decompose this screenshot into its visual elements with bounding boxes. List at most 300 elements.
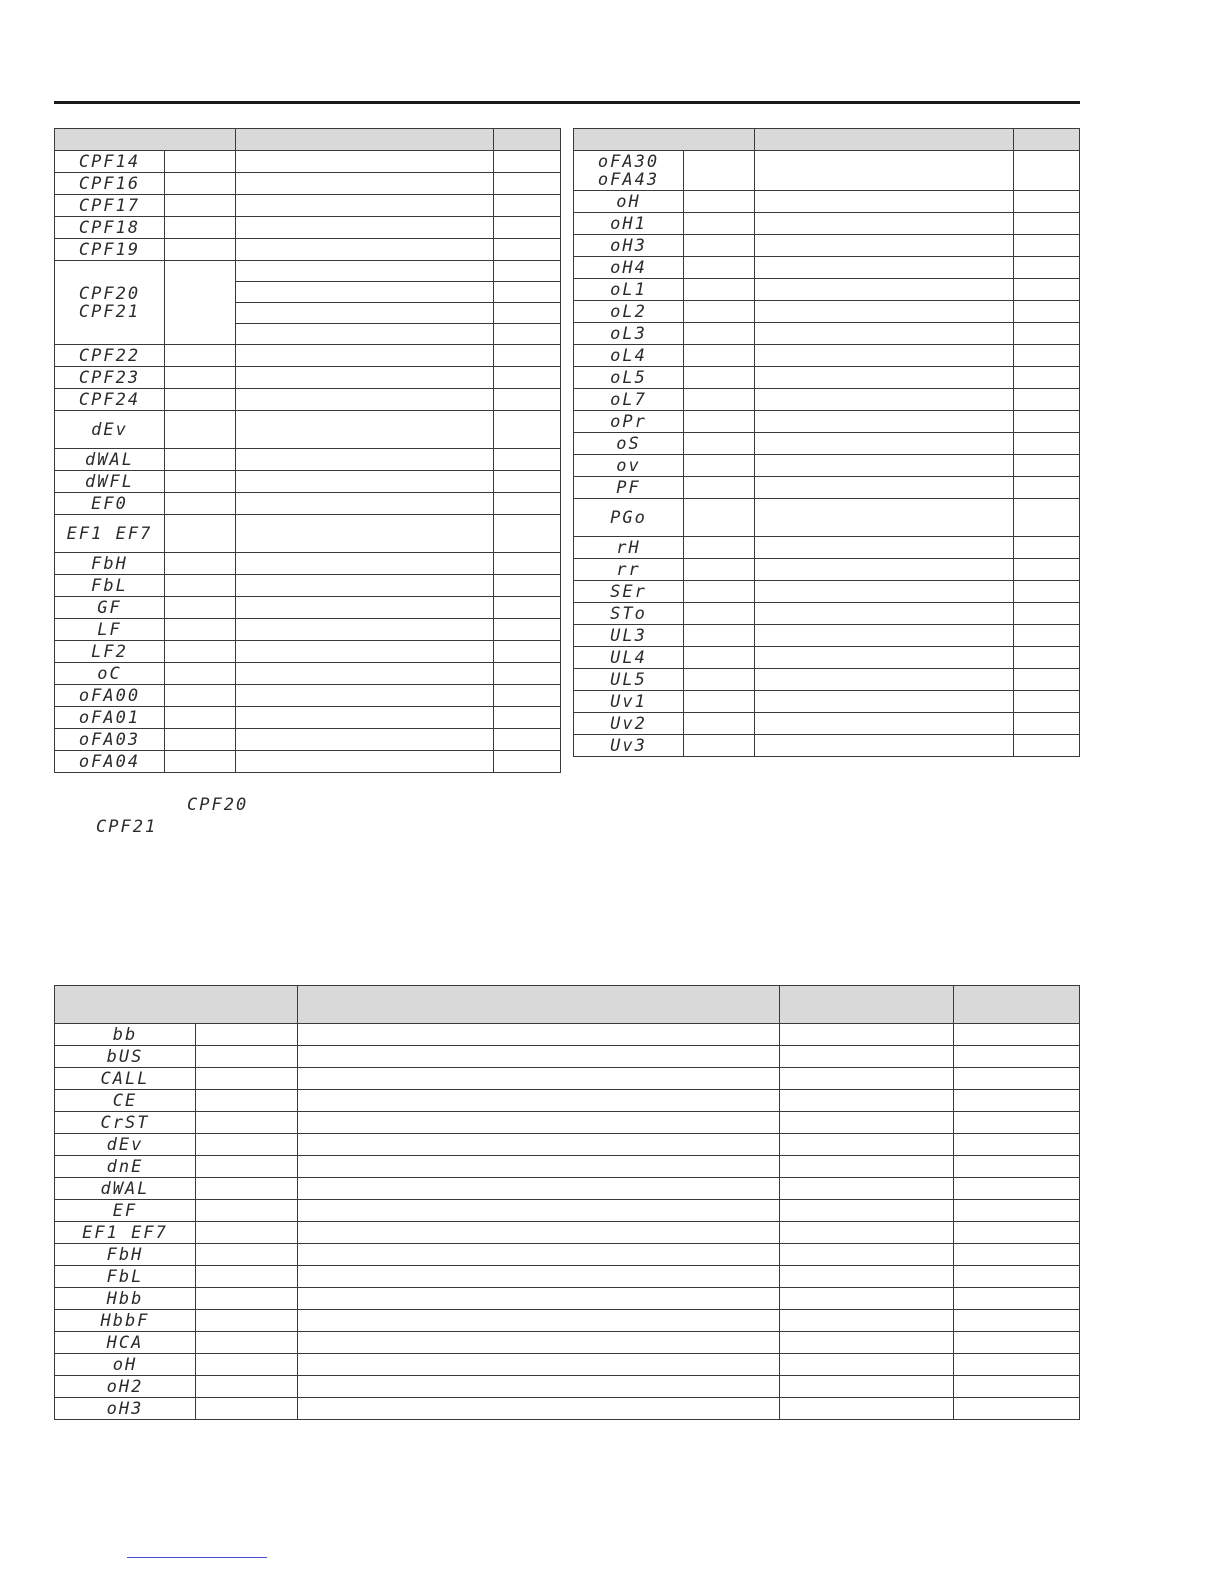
name-cell <box>684 257 755 279</box>
page-cell <box>494 597 561 619</box>
code-cell <box>574 735 684 757</box>
page-cell <box>1014 647 1080 669</box>
display-code: Uv3 <box>610 735 647 756</box>
header-cell <box>1014 129 1080 151</box>
display-code: oFA30 <box>597 151 660 172</box>
display-code: oL7 <box>610 389 647 410</box>
display-code: oFA00 <box>78 685 141 706</box>
display-code: oL2 <box>610 301 647 322</box>
name-cell <box>165 173 236 195</box>
code-cell <box>55 493 165 515</box>
description-cell <box>755 411 1014 433</box>
header-cell <box>494 129 561 151</box>
code-cell <box>574 559 684 581</box>
page-cell <box>1014 559 1080 581</box>
description-cell <box>236 367 494 389</box>
name-cell <box>684 647 755 669</box>
right-fault-table <box>573 128 1080 757</box>
description-cell <box>236 493 494 515</box>
code-cell <box>574 235 684 257</box>
name-cell <box>165 641 236 663</box>
name-cell <box>196 1090 298 1112</box>
description-cell <box>755 537 1014 559</box>
name-cell <box>196 1156 298 1178</box>
name-cell <box>165 493 236 515</box>
page-cell <box>494 707 561 729</box>
table-row <box>574 537 1080 559</box>
header-cell <box>298 986 780 1024</box>
page-cell <box>954 1222 1080 1244</box>
page-cell <box>1014 713 1080 735</box>
page-cell <box>954 1376 1080 1398</box>
table-row <box>55 1266 1080 1288</box>
description-cell <box>236 575 494 597</box>
description-cell <box>755 301 1014 323</box>
code-cell <box>574 477 684 499</box>
display-code: CPF16 <box>78 173 141 194</box>
table-row <box>55 553 561 575</box>
description-cell <box>298 1024 780 1046</box>
display-code: ov <box>616 455 641 476</box>
code-cell <box>55 1024 196 1046</box>
description-cell <box>236 707 494 729</box>
page-cell <box>954 1068 1080 1090</box>
code-cell <box>574 691 684 713</box>
code-cell <box>55 575 165 597</box>
table-row <box>55 1398 1080 1420</box>
page-cell <box>1014 213 1080 235</box>
output-cell <box>780 1068 954 1090</box>
code-cell <box>55 239 165 261</box>
name-cell <box>684 537 755 559</box>
description-cell <box>236 217 494 239</box>
name-cell <box>165 597 236 619</box>
name-cell <box>196 1068 298 1090</box>
table-row <box>55 1024 1080 1046</box>
code-cell <box>55 173 165 195</box>
page-cell <box>954 1310 1080 1332</box>
name-cell <box>165 261 236 345</box>
display-code: CrST <box>100 1112 150 1133</box>
code-cell <box>55 751 165 773</box>
display-code: FbH <box>106 1244 144 1265</box>
display-code: oL4 <box>610 345 647 366</box>
display-code: oL1 <box>610 279 647 300</box>
table-row <box>55 685 561 707</box>
table-row <box>55 1156 1080 1178</box>
table-row <box>55 173 561 195</box>
description-cell <box>298 1244 780 1266</box>
output-cell <box>780 1046 954 1068</box>
description-cell <box>236 411 494 449</box>
description-cell <box>755 477 1014 499</box>
display-code: CALL <box>100 1068 150 1089</box>
table-row <box>574 559 1080 581</box>
table-row <box>574 581 1080 603</box>
code-cell <box>574 411 684 433</box>
code-cell <box>55 449 165 471</box>
page-cell <box>494 553 561 575</box>
code-cell <box>574 603 684 625</box>
name-cell <box>165 471 236 493</box>
code-cell <box>55 707 165 729</box>
display-code: Uv1 <box>610 691 647 712</box>
table-row <box>574 625 1080 647</box>
page-cell <box>954 1156 1080 1178</box>
description-cell <box>298 1046 780 1068</box>
name-cell <box>165 411 236 449</box>
page-cell <box>954 1178 1080 1200</box>
description-cell <box>298 1156 780 1178</box>
code-cell <box>55 411 165 449</box>
footnote-code-a: CPF20 <box>187 795 249 815</box>
code-cell <box>55 471 165 493</box>
table-row <box>55 1354 1080 1376</box>
code-cell <box>55 151 165 173</box>
table-row <box>55 1332 1080 1354</box>
description-cell <box>298 1266 780 1288</box>
name-cell <box>165 619 236 641</box>
code-cell <box>55 663 165 685</box>
table-row <box>55 597 561 619</box>
page-cell <box>954 1288 1080 1310</box>
description-cell <box>298 1398 780 1420</box>
display-code: UL4 <box>610 647 647 668</box>
output-cell <box>780 1156 954 1178</box>
page-cell <box>954 1024 1080 1046</box>
page-cell <box>494 471 561 493</box>
table-row <box>574 213 1080 235</box>
table-row <box>574 323 1080 345</box>
name-cell <box>165 729 236 751</box>
output-cell <box>780 1024 954 1046</box>
name-cell <box>196 1288 298 1310</box>
description-cell <box>236 751 494 773</box>
name-cell <box>684 455 755 477</box>
output-cell <box>780 1288 954 1310</box>
table-row <box>574 669 1080 691</box>
name-cell <box>684 581 755 603</box>
display-code: rr <box>616 559 641 580</box>
code-cell <box>55 619 165 641</box>
display-code: oPr <box>610 411 647 432</box>
description-cell <box>755 389 1014 411</box>
display-code: UL3 <box>610 625 647 646</box>
code-cell <box>55 1090 196 1112</box>
name-cell <box>196 1222 298 1244</box>
output-cell <box>780 1178 954 1200</box>
table-row <box>55 1200 1080 1222</box>
table-row <box>55 1376 1080 1398</box>
description-cell <box>298 1112 780 1134</box>
output-cell <box>780 1244 954 1266</box>
code-cell <box>55 195 165 217</box>
description-cell <box>236 471 494 493</box>
page-cell <box>494 367 561 389</box>
description-cell <box>298 1288 780 1310</box>
description-cell <box>236 449 494 471</box>
name-cell <box>196 1046 298 1068</box>
name-cell <box>684 191 755 213</box>
code-cell <box>574 499 684 537</box>
description-cell <box>236 173 494 195</box>
description-cell <box>298 1310 780 1332</box>
table-row <box>55 1112 1080 1134</box>
header-rule <box>54 101 1080 104</box>
display-code: oFA01 <box>78 707 141 728</box>
code-cell <box>55 1046 196 1068</box>
description-cell <box>298 1376 780 1398</box>
table-row <box>55 1090 1080 1112</box>
description-cell <box>236 282 494 303</box>
display-code: FbL <box>106 1266 144 1287</box>
display-code: oH3 <box>106 1398 144 1419</box>
page-cell <box>1014 625 1080 647</box>
page-cell <box>1014 257 1080 279</box>
page-cell <box>494 389 561 411</box>
display-code: STo <box>610 603 647 624</box>
name-cell <box>684 433 755 455</box>
code-cell <box>55 1332 196 1354</box>
display-code: FbH <box>91 553 128 574</box>
code-cell <box>55 389 165 411</box>
display-code: CPF21 <box>78 301 141 322</box>
name-cell <box>196 1178 298 1200</box>
display-code: oL3 <box>610 323 647 344</box>
name-cell <box>196 1112 298 1134</box>
page-cell <box>494 282 561 303</box>
output-cell <box>780 1354 954 1376</box>
name-cell <box>684 301 755 323</box>
page-cell <box>954 1332 1080 1354</box>
table-row <box>55 575 561 597</box>
name-cell <box>196 1244 298 1266</box>
name-cell <box>165 685 236 707</box>
description-cell <box>236 729 494 751</box>
description-cell <box>755 213 1014 235</box>
display-code: CPF18 <box>78 217 141 238</box>
display-code: HbbF <box>100 1310 150 1331</box>
table-row <box>55 471 561 493</box>
display-code: EF <box>112 1200 138 1221</box>
page-cell <box>1014 191 1080 213</box>
table-row <box>55 239 561 261</box>
name-cell <box>165 575 236 597</box>
table-row <box>55 261 561 282</box>
display-code: PGo <box>610 507 647 528</box>
name-cell <box>684 735 755 757</box>
page-cell <box>1014 669 1080 691</box>
code-cell <box>55 1398 196 1420</box>
display-code: oH2 <box>106 1376 144 1397</box>
code-cell <box>574 433 684 455</box>
page-cell <box>494 195 561 217</box>
table-row <box>55 515 561 553</box>
page-cell <box>494 729 561 751</box>
name-cell <box>684 669 755 691</box>
table-row <box>55 641 561 663</box>
display-code: EF0 <box>91 493 128 514</box>
name-cell <box>165 553 236 575</box>
code-cell <box>574 537 684 559</box>
page-cell <box>1014 151 1080 191</box>
description-cell <box>298 1354 780 1376</box>
description-cell <box>755 151 1014 191</box>
display-code: dEv <box>106 1134 144 1155</box>
display-code: PF <box>616 477 641 498</box>
description-cell <box>298 1090 780 1112</box>
description-cell <box>755 647 1014 669</box>
display-code: dWAL <box>100 1178 150 1199</box>
code-cell <box>55 1376 196 1398</box>
description-cell <box>755 191 1014 213</box>
name-cell <box>165 195 236 217</box>
table-row <box>574 345 1080 367</box>
display-code: CPF19 <box>78 239 141 260</box>
name-cell <box>684 499 755 537</box>
display-code: CPF23 <box>78 367 141 388</box>
description-cell <box>236 303 494 324</box>
name-cell <box>165 151 236 173</box>
display-code: HCA <box>106 1332 144 1353</box>
code-cell <box>574 389 684 411</box>
table-row <box>55 1244 1080 1266</box>
page-cell <box>1014 323 1080 345</box>
page-cell <box>954 1112 1080 1134</box>
description-cell <box>755 713 1014 735</box>
display-code: oC <box>97 663 122 684</box>
name-cell <box>684 713 755 735</box>
page-cell <box>1014 537 1080 559</box>
display-code: Uv2 <box>610 713 647 734</box>
name-cell <box>684 477 755 499</box>
page-cell <box>494 641 561 663</box>
page-cell <box>494 751 561 773</box>
output-cell <box>780 1200 954 1222</box>
footnote-code-b: CPF21 <box>96 817 158 837</box>
page-cell <box>954 1134 1080 1156</box>
name-cell <box>684 151 755 191</box>
description-cell <box>236 345 494 367</box>
page-cell <box>954 1244 1080 1266</box>
page-cell <box>494 151 561 173</box>
table-row <box>55 1046 1080 1068</box>
table-row <box>574 499 1080 537</box>
code-cell <box>574 625 684 647</box>
code-cell <box>574 647 684 669</box>
display-code: bUS <box>106 1046 144 1067</box>
code-cell <box>55 1288 196 1310</box>
description-cell <box>755 735 1014 757</box>
page-cell <box>954 1090 1080 1112</box>
display-code: oFA03 <box>78 729 141 750</box>
table-row <box>55 751 561 773</box>
page-cell <box>1014 455 1080 477</box>
name-cell <box>165 367 236 389</box>
name-cell <box>684 235 755 257</box>
code-cell <box>574 213 684 235</box>
table-row <box>55 195 561 217</box>
name-cell <box>196 1266 298 1288</box>
display-code: oFA43 <box>597 169 660 190</box>
name-cell <box>196 1024 298 1046</box>
code-cell <box>574 151 684 191</box>
display-code: dWAL <box>85 449 134 470</box>
code-cell <box>55 685 165 707</box>
description-cell <box>298 1134 780 1156</box>
page-cell <box>1014 691 1080 713</box>
page-cell <box>1014 499 1080 537</box>
table-row <box>574 151 1080 191</box>
name-cell <box>196 1310 298 1332</box>
page-cell <box>954 1266 1080 1288</box>
header-cell <box>755 129 1014 151</box>
page-cell <box>1014 581 1080 603</box>
description-cell <box>298 1200 780 1222</box>
name-cell <box>165 707 236 729</box>
description-cell <box>236 553 494 575</box>
table-row <box>55 367 561 389</box>
description-cell <box>755 691 1014 713</box>
page-cell <box>494 324 561 345</box>
display-code: GF <box>97 597 122 618</box>
page-cell <box>1014 477 1080 499</box>
description-cell <box>236 619 494 641</box>
footer-link-underline[interactable] <box>127 1557 267 1558</box>
name-cell <box>684 367 755 389</box>
display-code: dEv <box>91 419 128 440</box>
code-cell <box>574 257 684 279</box>
description-cell <box>755 345 1014 367</box>
table-row <box>55 1178 1080 1200</box>
display-code: CE <box>112 1090 138 1111</box>
page-cell <box>1014 389 1080 411</box>
table-row <box>574 411 1080 433</box>
table-row <box>574 691 1080 713</box>
table-row <box>574 279 1080 301</box>
page-cell <box>1014 367 1080 389</box>
name-cell <box>684 345 755 367</box>
table-header-row <box>55 986 1080 1024</box>
name-cell <box>165 449 236 471</box>
description-cell <box>236 324 494 345</box>
display-code: LF <box>97 619 122 640</box>
code-cell <box>55 1134 196 1156</box>
description-cell <box>755 235 1014 257</box>
code-cell <box>55 1178 196 1200</box>
table-row <box>55 619 561 641</box>
header-cell <box>236 129 494 151</box>
description-cell <box>236 151 494 173</box>
code-cell <box>574 367 684 389</box>
page-cell <box>1014 345 1080 367</box>
name-cell <box>196 1332 298 1354</box>
table-row <box>55 729 561 751</box>
description-cell <box>755 279 1014 301</box>
page-cell <box>494 345 561 367</box>
table-row <box>574 647 1080 669</box>
display-code: oH <box>616 191 641 212</box>
table-row <box>55 1134 1080 1156</box>
table-row <box>574 367 1080 389</box>
display-code: EF1 EF7 <box>66 523 153 544</box>
name-cell <box>196 1398 298 1420</box>
name-cell <box>165 751 236 773</box>
output-cell <box>780 1376 954 1398</box>
description-cell <box>755 603 1014 625</box>
header-cell <box>574 129 755 151</box>
table-header-row <box>574 129 1080 151</box>
